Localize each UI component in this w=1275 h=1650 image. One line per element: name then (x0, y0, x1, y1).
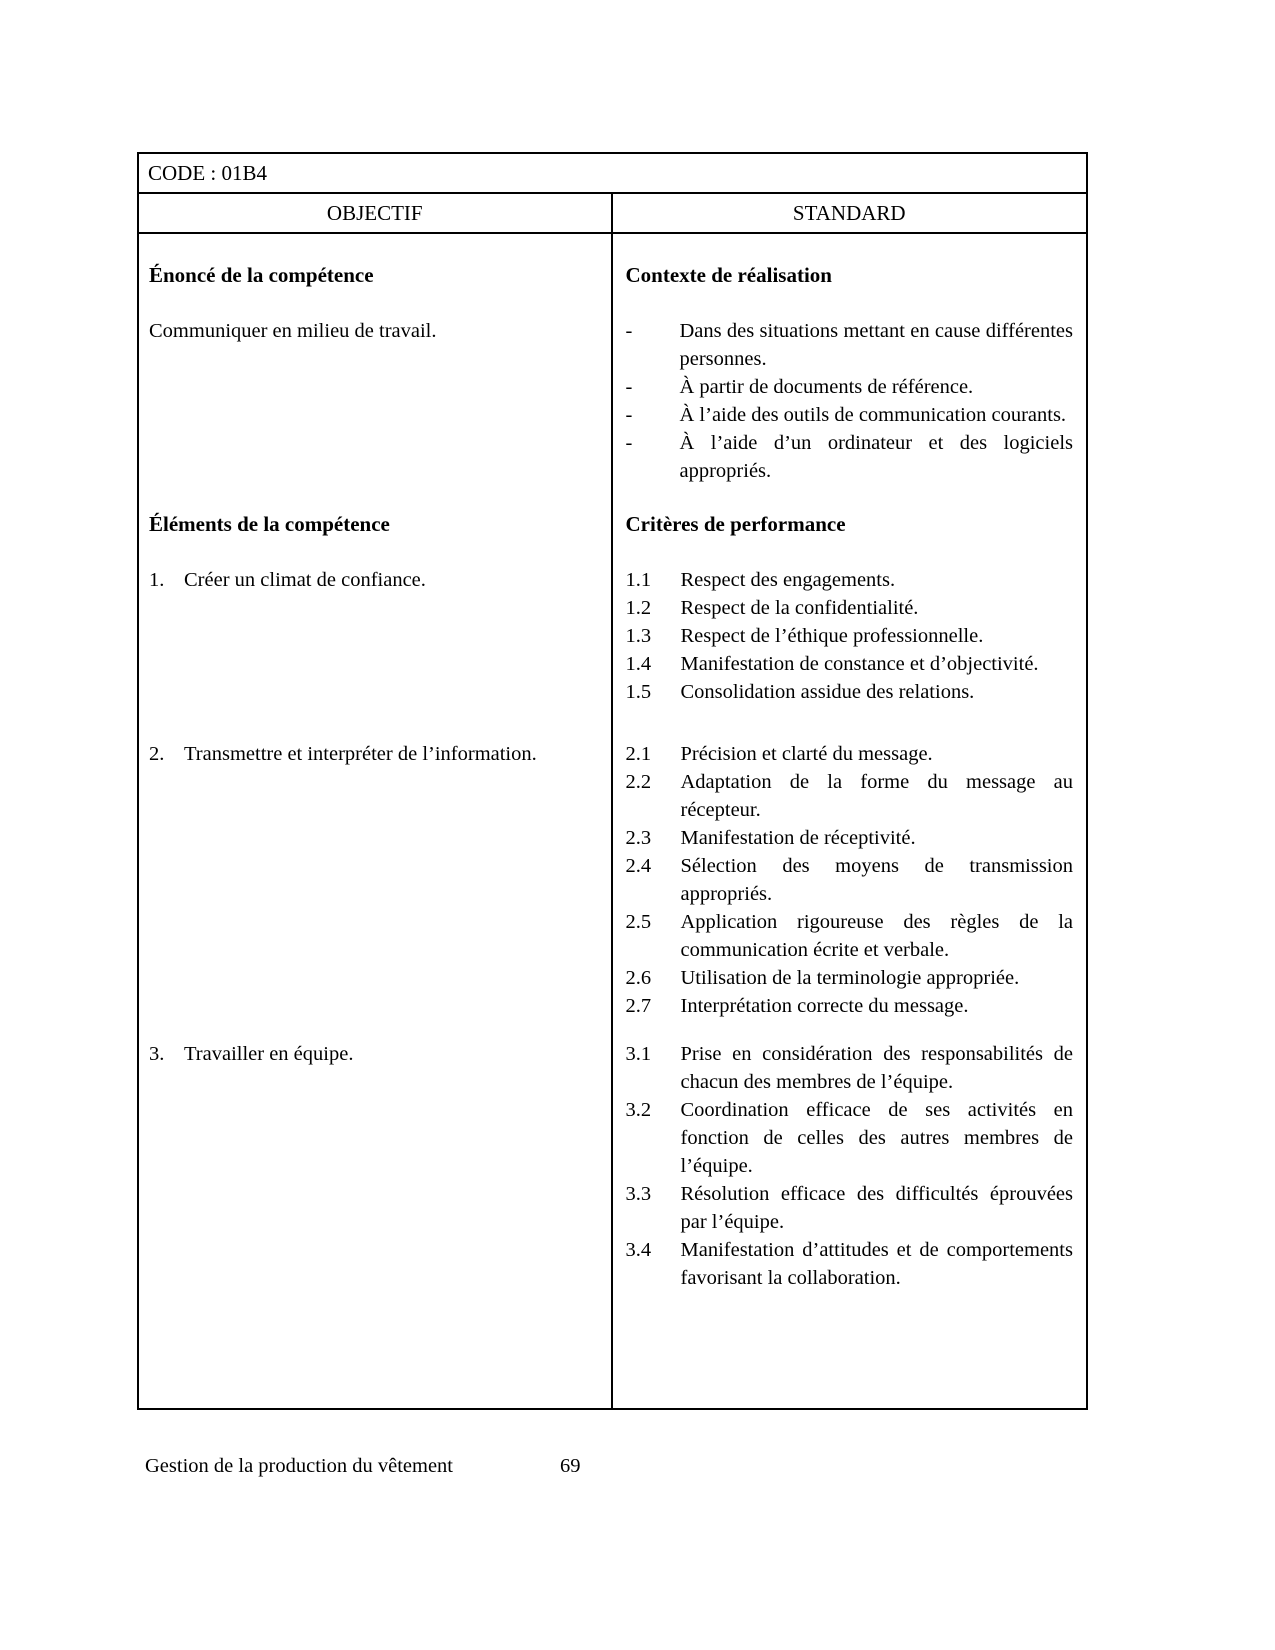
criterion-text: Respect des engagements. (680, 569, 896, 591)
criterion-item (626, 650, 1074, 678)
element-text: Créer un climat de confiance. (184, 569, 426, 591)
dash-bullet: - (625, 376, 633, 398)
right-filler (613, 1292, 1087, 1408)
criterion-item (626, 1040, 1074, 1096)
standard-column-header: STANDARD (792, 201, 906, 225)
context-item (626, 373, 1074, 401)
criterion-text: Manifestation de constance et d’objectivité. (680, 653, 1039, 675)
element-text: Travailler en équipe. (184, 1043, 354, 1065)
element-1-cell (139, 538, 613, 706)
criterion-text: Respect de la confidentialité. (680, 597, 919, 619)
element-number: 3. (149, 1043, 165, 1065)
criterion-text: Application rigoureuse des règles de la communication écrite et verbale. (680, 911, 1073, 961)
criterion-number: 2.1 (625, 743, 652, 765)
criterion-text: Précision et clarté du message. (680, 743, 933, 765)
page-footer (145, 1452, 581, 1480)
section-title-contexte: Contexte de réalisation (625, 263, 832, 287)
element-item (149, 740, 593, 768)
page-number: 69 (560, 1455, 581, 1477)
dash-bullet: - (625, 320, 633, 342)
enonce-section (139, 234, 613, 485)
left-filler (139, 1292, 613, 1408)
criterion-number: 2.6 (625, 967, 652, 989)
element-text: Transmettre et interpréter de l’information. (184, 743, 537, 765)
code-header-row (139, 154, 1086, 194)
criterion-item (626, 1096, 1074, 1180)
criterion-text: Prise en considération des responsabilités de chacun des membres de l’équipe. (680, 1043, 1073, 1093)
criterion-item (626, 824, 1074, 852)
criterion-number: 3.3 (625, 1183, 652, 1205)
criterion-number: 1.5 (625, 681, 652, 703)
criterion-item (626, 1236, 1074, 1292)
code-text: CODE : 01B4 (148, 161, 268, 185)
criteria-group-1 (613, 538, 1087, 706)
element-item (149, 1040, 593, 1068)
competency-table (137, 152, 1088, 1410)
criteria-group-3 (613, 1020, 1087, 1292)
section-title-enonce: Énoncé de la compétence (149, 263, 374, 287)
section-title-elements: Éléments de la compétence (149, 512, 390, 536)
criterion-item (626, 622, 1074, 650)
dash-bullet: - (625, 404, 633, 426)
criterion-item (626, 852, 1074, 908)
criterion-number: 3.1 (625, 1043, 652, 1065)
criterion-number: 2.4 (625, 855, 652, 877)
criterion-number: 1.3 (625, 625, 652, 647)
table-body (139, 234, 1086, 1408)
criterion-number: 2.3 (625, 827, 652, 849)
context-item (626, 429, 1074, 485)
criterion-text: Manifestation d’attitudes et de comportements favorisant la collaboration. (680, 1239, 1073, 1289)
criterion-number: 2.2 (625, 771, 652, 793)
elements-title-cell (139, 485, 613, 538)
criterion-number: 1.4 (625, 653, 652, 675)
competency-statement: Communiquer en milieu de travail. (149, 320, 437, 342)
criterion-item (626, 908, 1074, 964)
criterion-text: Sélection des moyens de transmission appropriés. (680, 855, 1073, 905)
context-item (626, 317, 1074, 373)
criterion-text: Manifestation de réceptivité. (680, 827, 916, 849)
element-item (149, 566, 593, 594)
criterion-item (626, 594, 1074, 622)
context-item (626, 401, 1074, 429)
context-text: À partir de documents de référence. (679, 376, 974, 398)
criterion-number: 3.4 (625, 1239, 652, 1261)
criterion-item (626, 1180, 1074, 1236)
dash-bullet: - (625, 432, 633, 454)
contexte-section (613, 234, 1087, 485)
criterion-number: 3.2 (625, 1099, 652, 1121)
column-headers-row (139, 194, 1086, 234)
footer-document-title: Gestion de la production du vêtement (145, 1455, 453, 1477)
element-number: 1. (149, 569, 165, 591)
element-2-cell (139, 706, 613, 1020)
criteria-group-2 (613, 706, 1087, 1020)
element-3-cell (139, 1020, 613, 1292)
element-number: 2. (149, 743, 165, 765)
criterion-item (626, 678, 1074, 706)
criterion-text: Consolidation assidue des relations. (680, 681, 975, 703)
context-text: À l’aide d’un ordinateur et des logiciels appropriés. (679, 432, 1073, 482)
criterion-text: Interprétation correcte du message. (680, 995, 969, 1017)
criterion-item (626, 566, 1074, 594)
criterion-text: Adaptation de la forme du message au récepteur. (680, 771, 1073, 821)
context-text: Dans des situations mettant en cause différentes personnes. (679, 320, 1073, 370)
criterion-number: 2.7 (625, 995, 652, 1017)
criterion-number: 2.5 (625, 911, 652, 933)
context-text: À l’aide des outils de communication courants. (679, 404, 1067, 426)
criteres-title-cell (613, 485, 1087, 538)
criterion-item (626, 740, 1074, 768)
criterion-text: Utilisation de la terminologie appropriée. (680, 967, 1020, 989)
criterion-text: Respect de l’éthique professionnelle. (680, 625, 984, 647)
criterion-item (626, 964, 1074, 992)
criterion-item (626, 992, 1074, 1020)
criterion-text: Coordination efficace de ses activités en fonction de celles des autres membres de l’équipe. (680, 1099, 1073, 1177)
objectif-column-header: OBJECTIF (139, 194, 613, 232)
section-title-criteres: Critères de performance (625, 512, 846, 536)
criterion-number: 1.1 (625, 569, 652, 591)
criterion-number: 1.2 (625, 597, 652, 619)
criterion-text: Résolution efficace des difficultés éprouvées par l’équipe. (680, 1183, 1073, 1233)
criterion-item (626, 768, 1074, 824)
